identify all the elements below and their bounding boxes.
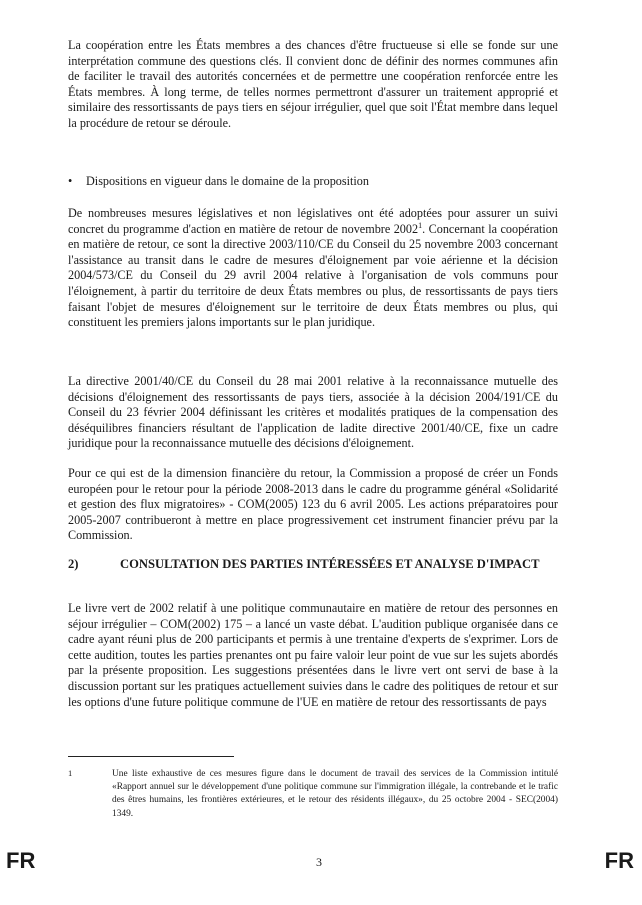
- section-number: 2): [68, 557, 79, 571]
- paragraph-financial: Pour ce qui est de la dimension financière du retour, la Commission a proposé de créer un Fonds européen pour le retour pour la période 2008-2013 dans le cadre du programme général «Solidarité et gestion des flux migratoires» - COM(2005) 123 du 6 avril 2005. Les actions préparatoires pour 2005-2007 contribueront à mettre en place progressivement cet instrument financier prévu par la Commission.: [68, 466, 558, 543]
- paragraph-measures-rest: . Concernant la coopération en matière de retour, ce sont la directive 2003/110/CE du Conseil du 25 novembre 2003 concernant l'assistance au transit dans le cadre de mesures d'éloignement par voie aérienne et la décision 2004/573/CE du Conseil du 29 avril 2004 relative à l'organisation de vols communs pour l'éloignement, à partir du territoire de deux États membres ou plus, de ressortissants de pays tiers faisant l'objet de mesures d'éloignement sur le territoire de deux États membres ou plus, qui constituent les premiers jalons importants sur le plan juridique.: [68, 221, 558, 330]
- footnote-separator: [68, 756, 234, 757]
- paragraph-measures: [68, 206, 558, 331]
- footnote-number: 1: [68, 768, 73, 778]
- footnote-reference[interactable]: 1: [418, 220, 423, 230]
- bullet-icon: •: [68, 174, 73, 188]
- language-label-left: FR: [6, 848, 36, 873]
- section-heading: [68, 556, 558, 572]
- paragraph-measures-start: De nombreuses mesures législatives et non législatives ont été adoptées pour assurer un suivi concret du programme d'action en matière de retour de novembre 2002: [68, 206, 558, 236]
- page-number: 3: [316, 855, 322, 869]
- section-title: CONSULTATION DES PARTIES INTÉRESSÉES ET ANALYSE D'IMPACT: [120, 557, 540, 571]
- footnote-text: Une liste exhaustive de ces mesures figure dans le document de travail des services de la Commission intitulé «Rapport annuel sur le développement d'une politique commune sur l'immigration illégale, la contrebande et le trafic des êtres humains, les frontières extérieures, et le retour des résidents illégaux», du 25 octobre 2004 - SEC(2004) 1349.: [112, 769, 558, 819]
- paragraph-directive: La directive 2001/40/CE du Conseil du 28 mai 2001 relative à la reconnaissance mutuelle des décisions d'éloignement des ressortissants de pays tiers, associée à la décision 2004/191/CE du Conseil du 23 février 2004 définissant les critères et modalités pratiques de la compensation des déséquilibres financiers résultant de l'application de ladite directive 2001/40/CE, fixe un cadre juridique pour la reconnaissance mutuelle des décisions d'éloignement.: [68, 374, 558, 451]
- bullet-text: Dispositions en vigueur dans le domaine de la proposition: [86, 174, 369, 188]
- language-label-right: FR: [604, 848, 634, 873]
- bullet-item: [68, 174, 369, 190]
- paragraph-cooperation: La coopération entre les États membres a des chances d'être fructueuse si elle se fonde sur une interprétation commune des questions clés. Il convient donc de définir des normes communes afin de faciliter le travail des autorités concernées et de permettre une coopération renforcée entre les États membres. À long terme, de telles normes permettront d'assurer un traitement approprié et similaire des ressortissants de pays tiers en séjour irrégulier, quel que soit l'État membre dans lequel la procédure de retour se déroule.: [68, 38, 558, 130]
- paragraph-green-paper: Le livre vert de 2002 relatif à une politique communautaire en matière de retour des personnes en séjour irrégulier – COM(2002) 175 – a lancé un vaste débat. L'audition publique organisée dans ce cadre ayant réuni plus de 200 participants et permis à une trentaine d'experts de s'exprimer. Lors de cette audition, toutes les parties prenantes ont pu faire valoir leur point de vue sur les sujets abordés par la présente proposition. Les suggestions présentées dans le livre vert ont servi de base à la discussion portant sur les pratiques actuellement suivies dans le cadre des politiques de retour et sur les options d'une future politique commune de l'UE en matière de retour des ressortissants de pays: [68, 601, 558, 709]
